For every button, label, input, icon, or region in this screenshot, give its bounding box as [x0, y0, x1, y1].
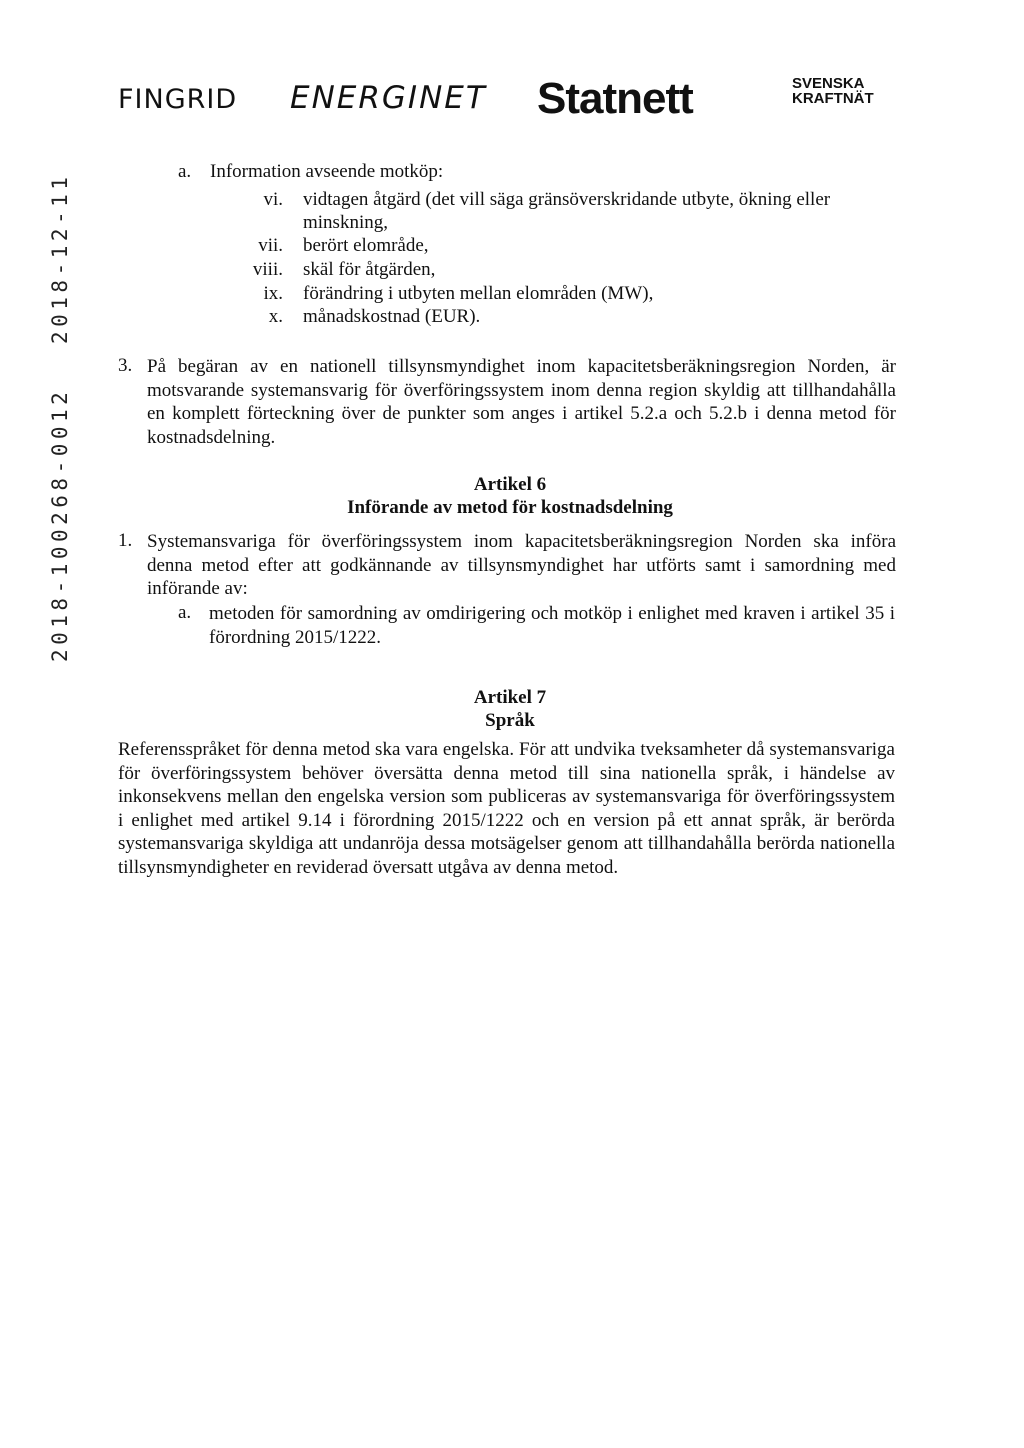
- list-item-number: viii.: [252, 259, 283, 280]
- list-item-number: x.: [268, 306, 283, 327]
- article-7-text: Referensspråket för denna metod ska vara engelska. För att undvika tveksamheter då systemansvariga för överföringssystem behöver översätta denna metod till sina nationella språk, i händelse av inkonsekvens mellan den engelska version som publiceras av systemansvariga för överföringssystem i enlighet med artikel 9.14 i förordning 2015/1222 och en version på ett annat språk, är berörda systemansvariga skyldiga att undanröja dessa motsägelser genom att tillhandahålla berörda nationella tillsynsmyndigheter en reviderad översatt utgåva av denna metod.: [118, 739, 895, 878]
- svenska-kraftnat-logo-line2: KRAFTNÄT: [792, 90, 874, 107]
- list-item-text: skäl för åtgärden,: [303, 259, 436, 280]
- energinet-logo: ENERGINET: [290, 80, 487, 116]
- list-item-number: ix.: [263, 283, 283, 304]
- article-7-title: Artikel 7: [473, 687, 547, 708]
- stamp-date: 2018-12-11: [48, 172, 72, 344]
- svenska-kraftnat-logo-line1: SVENSKA: [792, 75, 865, 92]
- article-6-title: Artikel 6: [473, 474, 547, 495]
- article-6-sub-item-a: metoden för samordning av omdirigering och motköp i enlighet med kraven i artikel 35 i förordning 2015/1222.: [209, 603, 895, 648]
- list-item-number: vi.: [263, 189, 283, 210]
- article-7-subtitle: Språk: [485, 710, 535, 731]
- sub-item-label: a.: [178, 602, 192, 623]
- svenska-kraftnat-logo: [792, 76, 874, 106]
- fingrid-logo: FINGRID: [118, 84, 238, 115]
- section-a-label: a.: [178, 161, 192, 182]
- article-6-paragraph-1: Systemansvariga för överföringssystem inom kapacitetsberäkningsregion Norden ska införa denna metod efter att godkännande av tillsynsmyndighet har utförts samt i samordning med införande av:: [147, 531, 896, 599]
- stamp-reference: 2018-100268-0012: [48, 387, 72, 662]
- article-6-subtitle: Införande av metod för kostnadsdelning: [347, 497, 673, 518]
- list-item-text: vidtagen åtgärd (det vill säga gränsöverskridande utbyte, ökning eller: [303, 189, 831, 210]
- section-a-title: Information avseende motköp:: [210, 161, 444, 182]
- paragraph-3-text: På begäran av en nationell tillsynsmyndighet inom kapacitetsberäkningsregion Norden, är motsvarande systemansvarig för överföringssystem inom denna region skyldig att tillhandahålla en komplett förteckning över de punkter som anges i artikel 5.2.a och 5.2.b i denna metod för kostnadsdelning.: [147, 356, 896, 448]
- list-item-text: berört elområde,: [303, 235, 429, 256]
- list-item-text: månadskostnad (EUR).: [303, 306, 481, 327]
- paragraph-number: 1.: [118, 530, 133, 551]
- list-item-number: vii.: [258, 235, 283, 256]
- list-item-text-continued: minskning,: [303, 212, 388, 233]
- paragraph-number: 3.: [118, 355, 133, 376]
- statnett-logo: Statnett: [537, 74, 693, 123]
- partner-logos: [0, 72, 1024, 132]
- list-item-text: förändring i utbyten mellan elområden (MW),: [303, 283, 654, 304]
